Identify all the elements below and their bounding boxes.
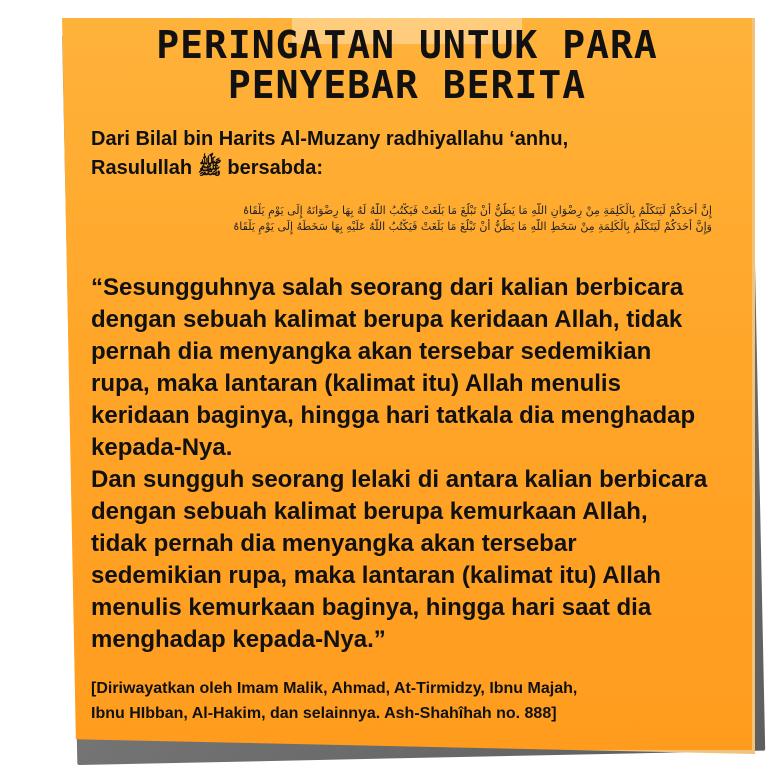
translation-line: keridaan baginya, hingga hari tatkala dia menghadap [91,402,696,429]
source-line-2: Ibnu HIbban, Al-Hakim, dan selainnya. Ash-Shahîhah no. 888] [91,705,557,722]
arabic-text [92,203,712,235]
page-title [62,25,752,105]
translation-line: dengan sebuah kalimat berupa kemurkaan Allah, [91,498,648,525]
translation-line: tidak pernah dia menyangka akan tersebar [91,530,577,557]
translation-line: menghadap kepada-Nya.” [91,626,386,653]
translation-line: Dan sungguh seorang lelaki di antara kalian berbicara [91,466,708,493]
translation-line: kepada-Nya. [91,434,233,461]
hadith-source [91,676,731,726]
intro-line-2: Rasulullah ﷺ bersabda: [91,157,324,179]
hadith-translation [91,272,731,656]
translation-line: sedemikian rupa, maka lantaran (kalimat itu) Allah [91,562,661,589]
hadith-intro [91,125,711,183]
source-line-1: [Diriwayatkan oleh Imam Malik, Ahmad, At-Tirmidzy, Ibnu Majah, [91,680,578,697]
translation-line: pernah dia menyangka akan tersebar sedemikian [91,338,652,365]
arabic-line-1: إِنَّ أَحَدَكُمْ لَيَتَكَلَّمُ بِالْكَلِمَةِ مِنْ رِضْوَانِ اللَّهِ مَا يَظُنُّ أَنْ تَبْلُغَ مَا بَلَغَتْ فَيَكْتُبُ اللَّهُ لَهُ بِهَا رِضْوَانَهُ إِلَى يَوْمِ يَلْقَاهُ [243,204,712,217]
translation-line: “Sesungguhnya salah seorang dari kalian berbicara [91,274,684,301]
arabic-line-2: وَإِنَّ أَحَدَكُمْ لَيَتَكَلَّمُ بِالْكَلِمَةِ مِنْ سَخَطِ اللَّهِ مَا يَظُنُّ أَنْ تَبْلُغَ مَا بَلَغَتْ فَيَكْتُبُ اللَّهُ عَلَيْهِ بِهَا سَخَطَهُ إِلَى يَوْمِ يَلْقَاهُ [233,220,712,233]
translation-line: rupa, maka lantaran (kalimat itu) Allah menulis [91,370,621,397]
translation-line: menulis kemurkaan baginya, hingga hari saat dia [91,594,652,621]
intro-line-1: Dari Bilal bin Harits Al-Muzany radhiyallahu ‘anhu, [91,128,569,150]
title-line-1: PERINGATAN UNTUK PARA [156,23,658,67]
title-line-2: PENYEBAR BERITA [227,63,587,107]
translation-line: dengan sebuah kalimat berupa keridaan Allah, tidak [91,306,683,333]
